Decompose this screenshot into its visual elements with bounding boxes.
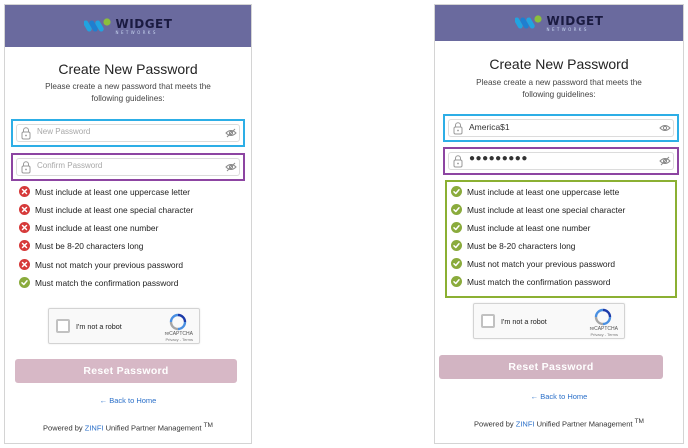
rule-item [19, 240, 143, 251]
widget-logo [515, 14, 604, 32]
check-icon [451, 204, 462, 215]
check-icon [19, 277, 30, 288]
recaptcha-icon [594, 308, 612, 326]
footer [5, 422, 251, 433]
page-title: Create New Password [489, 56, 629, 72]
subtitle-line-2: following guidelines: [522, 90, 596, 99]
rule-text: Must include at least one uppercase lette [467, 186, 620, 197]
back-to-home-link[interactable]: ← Back to Home [99, 396, 157, 405]
password-rules-list [445, 180, 677, 298]
footer-zinfi-link[interactable]: ZINFI [84, 423, 104, 433]
rule-item [19, 259, 183, 270]
panel-after [434, 4, 684, 444]
lock-icon [20, 126, 32, 140]
brand-header [435, 5, 683, 41]
rule-item [451, 186, 619, 197]
lock-icon [452, 154, 464, 168]
new-password-value[interactable]: America$1 [469, 122, 510, 132]
check-icon [451, 276, 462, 287]
rule-item [19, 186, 190, 197]
check-icon [451, 258, 462, 269]
rule-text: Must match the confirmation password [35, 277, 179, 288]
rule-text: Must be 8-20 characters long [467, 240, 576, 251]
footer-prefix: Powered by [43, 423, 85, 433]
widget-logo-icon [84, 17, 112, 35]
widget-logo-icon [515, 14, 543, 32]
page-subtitle [453, 77, 665, 101]
page-subtitle [23, 81, 233, 105]
recaptcha-terms-link[interactable]: Privacy - Terms [165, 337, 193, 342]
rule-text: Must include at least one number [35, 222, 159, 233]
footer-suffix: Unified Partner Management [534, 419, 635, 429]
subtitle-line-2: following guidelines: [91, 94, 165, 103]
recaptcha-checkbox[interactable] [56, 319, 70, 333]
check-icon [451, 186, 462, 197]
new-password-placeholder[interactable]: New Password [37, 127, 91, 136]
recaptcha-label: I'm not a robot [501, 317, 547, 326]
footer-zinfi-link[interactable]: ZINFI [515, 419, 535, 429]
rule-item [19, 277, 178, 288]
rule-text: Must match the confirmation password [467, 276, 611, 287]
confirm-password-field[interactable] [11, 153, 245, 181]
fail-icon [19, 222, 30, 233]
new-password-field[interactable] [443, 114, 679, 142]
subtitle-line-1: Please create a new password that meets the [45, 82, 211, 91]
rule-text: Must include at least one special character [467, 204, 626, 215]
footer [435, 418, 683, 429]
reset-password-button[interactable]: Reset Password [15, 359, 237, 383]
panel-before [4, 4, 252, 444]
rule-item [19, 222, 158, 233]
subtitle-line-1: Please create a new password that meets the [476, 78, 642, 87]
page-title: Create New Password [58, 61, 198, 77]
footer-tm: TM [634, 418, 644, 425]
brand-header [5, 5, 251, 47]
recaptcha-widget [473, 303, 625, 339]
fail-icon [19, 186, 30, 197]
rule-item [451, 204, 625, 215]
recaptcha-brand: reCAPTCHA [589, 326, 618, 332]
recaptcha-widget [48, 308, 200, 344]
rule-item [451, 258, 615, 269]
brand-tagline: NETWORKS [546, 26, 589, 32]
recaptcha-label: I'm not a robot [76, 322, 122, 331]
confirm-password-placeholder[interactable]: Confirm Password [37, 161, 103, 170]
confirm-password-value[interactable]: ●●●●●●●●● [469, 153, 528, 164]
brand-tagline: NETWORKS [115, 29, 158, 35]
rule-text: Must not match your previous password [35, 259, 184, 270]
fail-icon [19, 204, 30, 215]
rule-text: Must include at least one uppercase letter [35, 186, 191, 197]
rule-item [19, 204, 193, 215]
rule-text: Must not match your previous password [467, 258, 616, 269]
footer-prefix: Powered by [474, 419, 516, 429]
eye-slash-icon[interactable] [225, 128, 237, 138]
lock-icon [452, 121, 464, 135]
recaptcha-icon [169, 313, 187, 331]
rule-text: Must include at least one number [467, 222, 591, 233]
eye-slash-icon[interactable] [225, 162, 237, 172]
confirm-password-field[interactable] [443, 147, 679, 175]
widget-logo [84, 17, 173, 35]
rule-item [451, 240, 575, 251]
brand-name: WIDGET [115, 16, 173, 31]
check-icon [451, 240, 462, 251]
footer-tm: TM [203, 422, 213, 429]
rule-item [451, 276, 610, 287]
footer-suffix: Unified Partner Management [103, 423, 204, 433]
rule-text: Must include at least one special character [35, 204, 194, 215]
lock-icon [20, 160, 32, 174]
rule-text: Must be 8-20 characters long [35, 240, 144, 251]
eye-icon[interactable] [659, 123, 671, 133]
brand-name: WIDGET [546, 13, 604, 28]
recaptcha-brand: reCAPTCHA [164, 331, 193, 337]
rule-item [451, 222, 590, 233]
back-to-home-link[interactable]: ← Back to Home [530, 392, 588, 401]
recaptcha-checkbox[interactable] [481, 314, 495, 328]
recaptcha-terms-link[interactable]: Privacy - Terms [590, 332, 618, 337]
reset-password-button[interactable]: Reset Password [439, 355, 663, 379]
fail-icon [19, 259, 30, 270]
check-icon [451, 222, 462, 233]
fail-icon [19, 240, 30, 251]
new-password-field[interactable] [11, 119, 245, 147]
eye-slash-icon[interactable] [659, 156, 671, 166]
